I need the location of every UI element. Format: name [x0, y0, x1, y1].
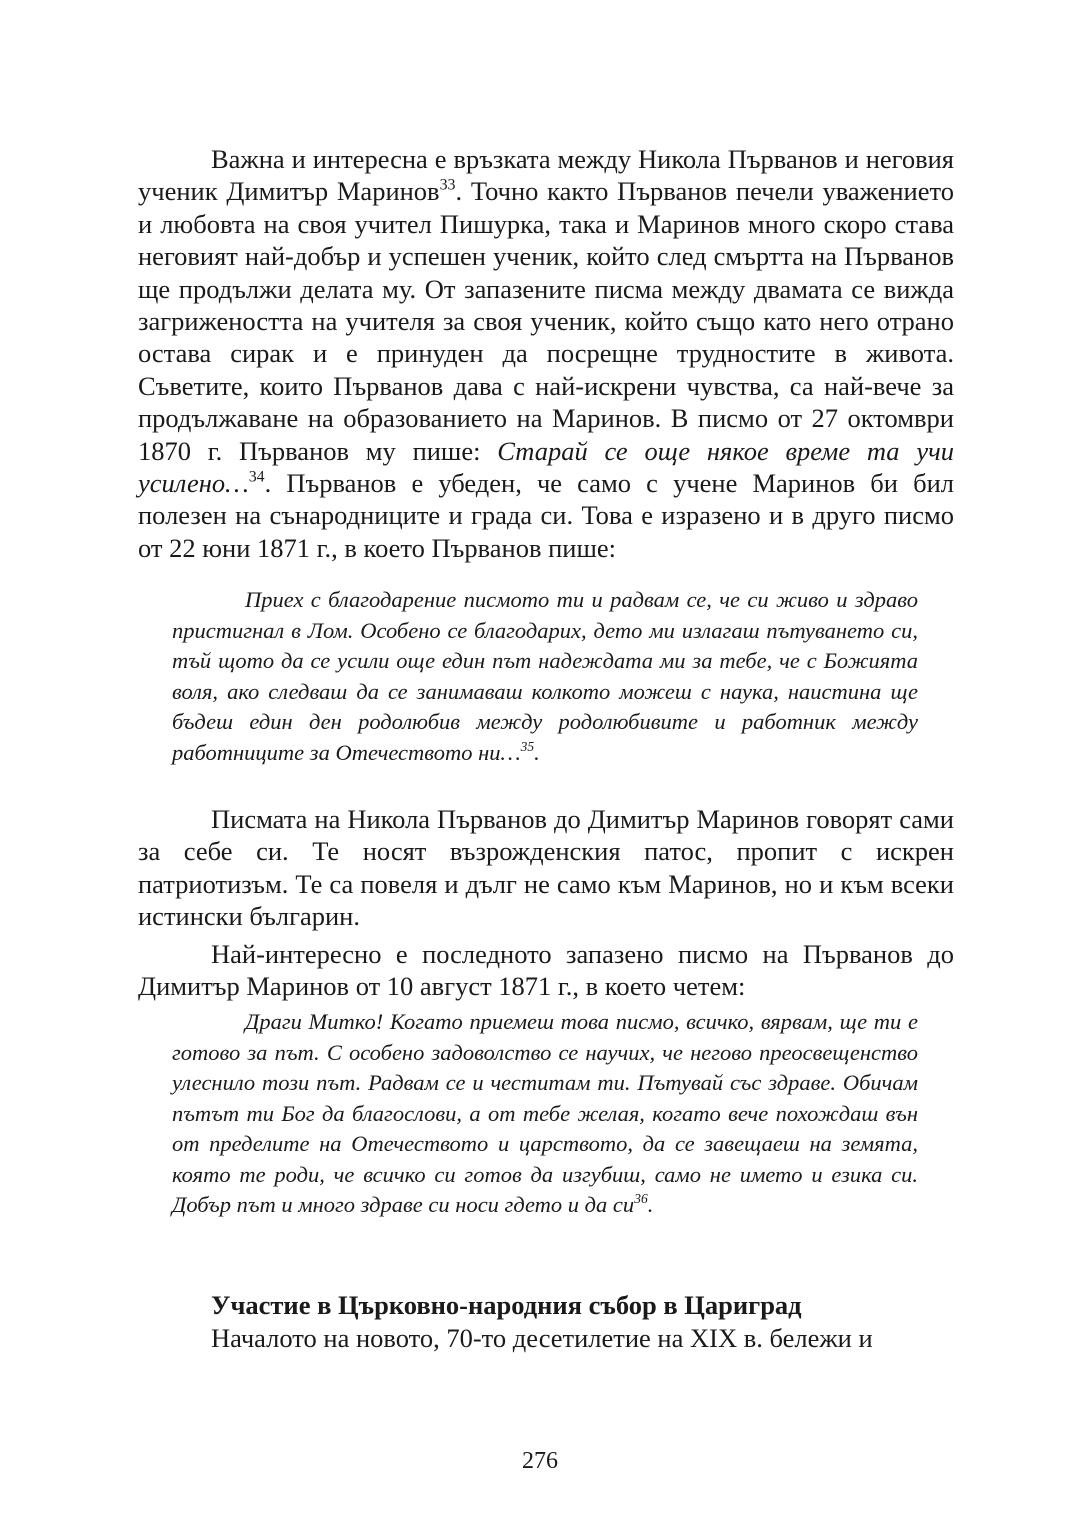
paragraph-letters-speak: Писмата на Никола Първанов до Димитър Маринов говорят сами за себе си. Те носят възрожденския патос, пропит с искрен патриотизъм. Те са повеля и дълг не само към Маринов, но и към всеки истински българин. — [138, 804, 954, 932]
italic-quote-inline: Старай се още някое време та учи усилено… — [138, 435, 954, 499]
paragraph-last-letter: Най-интересно е последното запазено писмо на Първанов до Димитър Маринов от 10 август 1871 г., в което четем: — [138, 939, 954, 1002]
paragraph-text: . Първанов е убеден, че само с учене Маринов би бил полезен на сънародниците и града си. Това е изразено и в друго писмо от 22 юни 1871 г., в което Първанов пише: — [138, 468, 954, 563]
footnote-ref-36: 36 — [634, 1191, 648, 1207]
paragraph-new-decade: Началото на новото, 70-то десетилетие на XIX в. бележи и — [211, 1323, 873, 1353]
quote-text: Драги Митко! Когато приемеш това писмо, всичко, вярвам, ще ти е готово за път. С особено задоволство се научих, че негово преосвещенство улеснило този път. Радвам се и честитам ти. Пътувай със здраве. Обичам пътът ти Бог да благослови, а от тебе желая, когато вече похождаш вън от пределите на Отечеството и царството, да се завещаеш на земята, която те роди, че всичко си готов да изгубиш, само не името и езика си. Добър път и много здраве си носи гдето и да си — [172, 1009, 918, 1217]
paragraph-text: Важна и интересна е връзката между Никола Първанов и неговия ученик Димитър Маринов — [138, 144, 954, 207]
footnote-ref-33: 33 — [439, 177, 456, 195]
letter-quote-22-june — [172, 585, 918, 768]
paragraph-text: . Точно както Първанов печели уважението и любовта на своя учител Пишурка, така и Маринов много скоро става неговият най-добър и успешен ученик, който след смъртта на Първанов ще продължи делата му. От запазените писма между двамата се вижда загрижеността на учителя за своя ученик, който също като него отрано остава сирак и е принуден да посрещне трудностите в живота. Съветите, които Първанов дава с най-искрени чувства, са най-вече за продължаване на образованието на Маринов. В писмо от 27 октомври 1870 г. Първанов му пише: — [138, 176, 954, 466]
quote-end: . — [534, 739, 540, 765]
quote-text: Приех с благодарение писмото ти и радвам се, че си живо и здраво пристигнал в Лом. Особено се благодарих, дето ми излагаш пътуването си, тъй щото да се усили още един път надеждата ми за тебе, че с Божията воля, ако следваш да се занимаваш колкото можеш с наука, наистина ще бъдеш един ден родолюбив между родолюбивите и работник между работниците за Отечеството ни… — [172, 587, 918, 765]
paragraph-parvanov-marinov — [138, 143, 954, 564]
quote-end: . — [647, 1192, 654, 1217]
footnote-ref-34: 34 — [248, 468, 265, 486]
page-number: 276 — [522, 1448, 558, 1474]
section-heading: Участие в Църковно-народния събор в Цариград — [211, 1290, 802, 1320]
letter-quote-10-august — [172, 1007, 918, 1221]
footnote-ref-35: 35 — [520, 738, 535, 754]
